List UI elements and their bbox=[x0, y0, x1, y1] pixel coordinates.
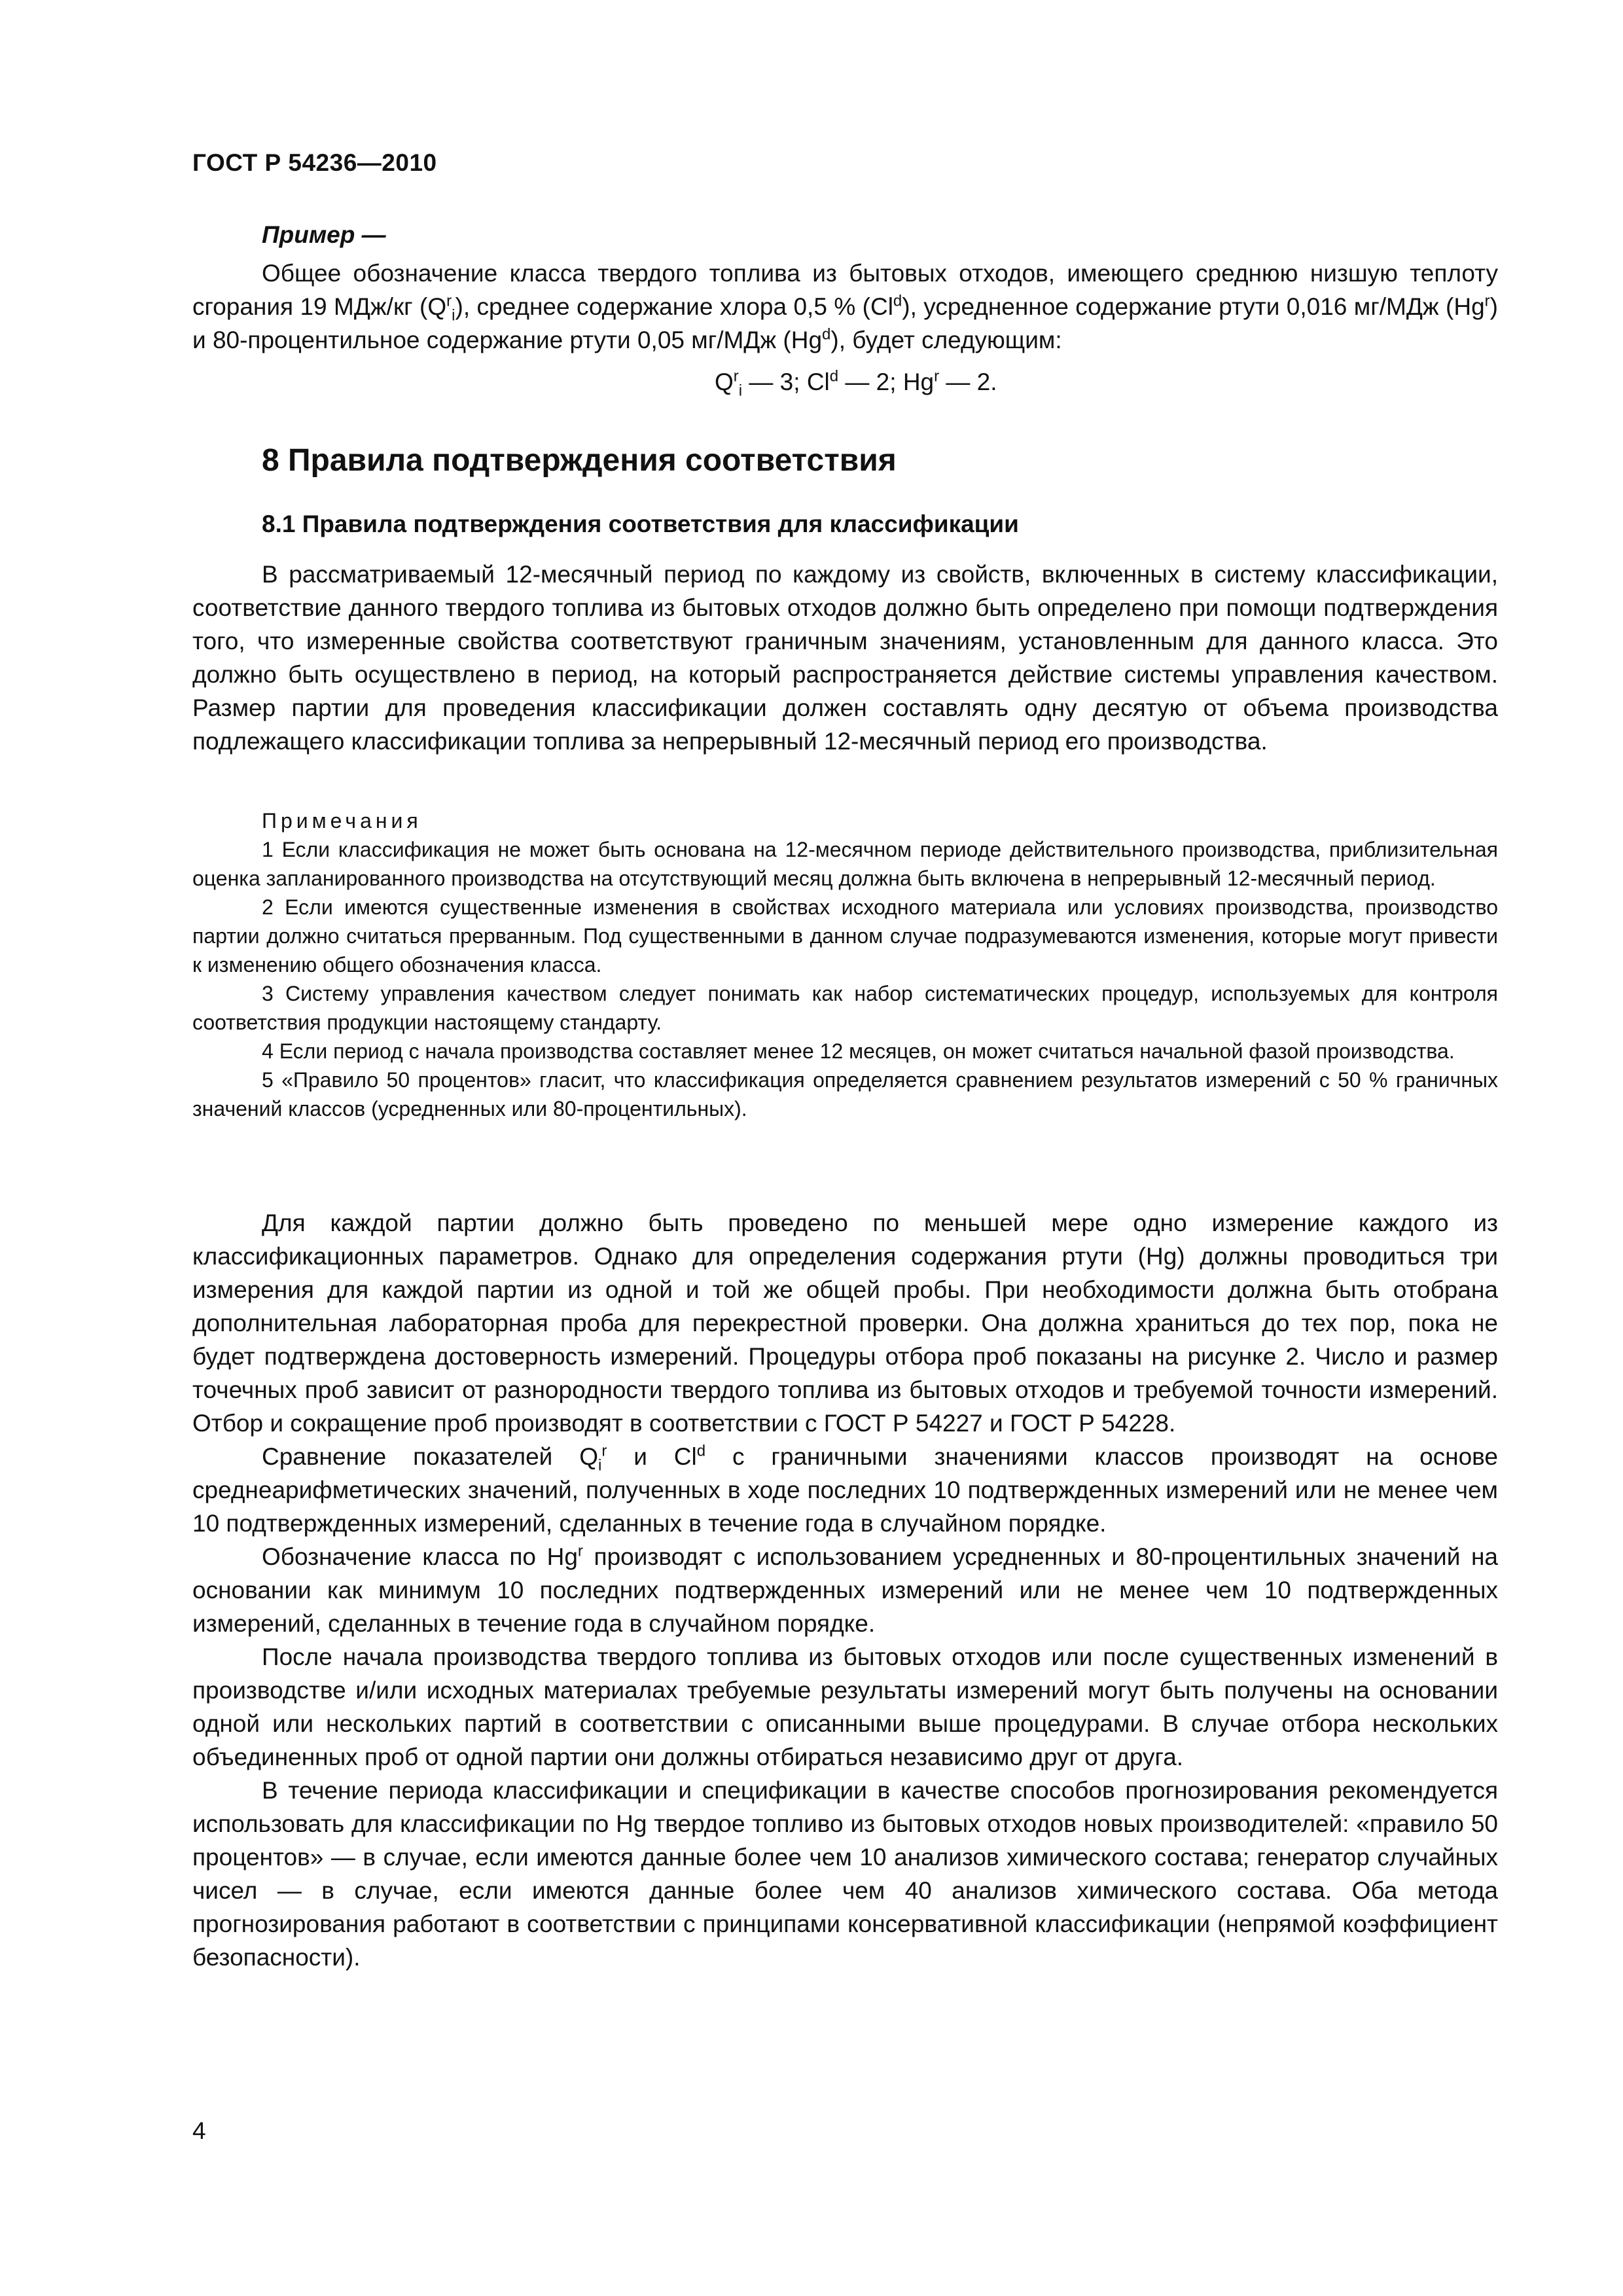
note-item: 3 Систему управления качеством следует понимать как набор систематических процедур, используемых для контроля соответствия продукции настоящему стандарту. bbox=[192, 982, 1498, 1034]
note-item: 1 Если классификация не может быть основана на 12-месячном периоде действительного производства, приблизительная оценка запланированного производства на отсутствующий месяц должна быть включена в непрерывный 12-месячный период. bbox=[192, 838, 1498, 890]
paragraph-classification: В рассматриваемый 12-месячный период по каждому из свойств, включенных в систему классификации, соответствие данного твердого топлива из бытовых отходов должно быть определено при помощи подтверждения того, что измеренные свойства соответствуют граничным значениям, установленным для данного класса. Это должно быть осуществлено в период, на который распространяется действие системы управления качеством. Размер партии для проведения классификации должен составлять одну десятую от объема производства подлежащего классификации топлива за непрерывный 12-месячный период его производства. bbox=[192, 561, 1498, 755]
notes-label: Примечания bbox=[262, 809, 422, 833]
notes-block bbox=[192, 806, 1498, 1123]
paragraph-measurements: Для каждой партии должно быть проведено по меньшей мере одно измерение каждого из классификационных параметров. Однако для определения содержания ртути (Hg) должны проводиться три измерения для каждой партии из одной и той же общей пробы. При необходимости должна быть отобрана дополнительная лабораторная проба для перекрестной проверки. Она должна храниться до тех пор, пока не будет подтверждена достоверность измерений. Процедуры отбора проб показаны на рисунке 2. Число и размер точечных проб зависит от разнородности твердого топлива из бытовых отходов и требуемой точности измерений. Отбор и сокращение проб производят в соответствии с ГОСТ Р 54227 и ГОСТ Р 54228. bbox=[192, 1210, 1498, 1437]
main-text bbox=[192, 1206, 1498, 1974]
subsection-title: 8.1 Правила подтверждения соответствия для классификации bbox=[262, 511, 1019, 537]
paragraph-hg-class: Обозначение класса по Hg$^r$ производят с использованием усредненных и 80-процентильных значений на основании как минимум 10 последних подтвержденных измерений или не менее чем 10 подтвержденных измерений, сделанных в течение года в случайном порядке. bbox=[192, 1542, 1498, 1637]
paragraph-comparison: Сравнение показателей $Q_i^r$ и Cl$^d$ с граничными значениями классов производят на основе среднеарифметических значений, полученных в ходе последних 10 подтвержденных измерений или не менее чем 10 подтвержденных измерений, сделанных в течение года в случайном порядке. bbox=[192, 1442, 1499, 1537]
paragraph-forecasting: В течение периода классификации и спецификации в качестве способов прогнозирования рекомендуется использовать для классификации по Hg твердое топливо из бытовых отходов новых производителей: «правило 50 процентов» — в случае, если имеются данные более чем 10 анализов химического состава; генератор случайных чисел — в случае, если имеются данные более чем 40 анализов химического состава. Оба метода прогнозирования работают в соответствии с принципами консервативной классификации (непрямой коэффициент безопасности). bbox=[192, 1777, 1498, 1971]
note-item: 5 «Правило 50 процентов» гласит, что классификация определяется сравнением результатов измерений с 50 % граничных значений классов (усредненных или 80-процентильных). bbox=[192, 1068, 1498, 1121]
page-number: 4 bbox=[192, 2117, 206, 2144]
example-text: Общее обозначение класса твердого топлива из бытовых отходов, имеющего среднюю низшую теплоту сгорания 19 МДж/кг $(Q^r_i)$, среднее содержание хлора 0,5 % (Cl$^d$), усредненное содержание ртути 0,016 мг/МДж (Hg$^r$) и 80-процентильное содержание ртути 0,05 мг/МДж (Hg$^d$), будет следующим: bbox=[192, 260, 1498, 353]
document-code: ГОСТ Р 54236—2010 bbox=[192, 149, 437, 176]
section-title: 8 Правила подтверждения соответствия bbox=[262, 443, 897, 478]
example-label: Пример — bbox=[262, 221, 386, 248]
paragraph-new-production: После начала производства твердого топлива из бытовых отходов или после существенных изменений в производстве и/или исходных материалах требуемые результаты измерений могут быть получены на основании одной или нескольких партий в соответствии с описанными выше процедурами. В случае отбора нескольких объединенных проб от одной партии они должны отбираться независимо друг от друга. bbox=[192, 1643, 1498, 1770]
note-item: 4 Если период с начала производства составляет менее 12 месяцев, он может считаться начальной фазой производства. bbox=[262, 1039, 1455, 1063]
note-item: 2 Если имеются существенные изменения в свойствах исходного материала или условиях производства, производство партии должно считаться прерванным. Под существенными в данном случае подразумеваются изменения, которые могут привести к изменению общего обозначения класса. bbox=[192, 895, 1498, 977]
class-formula: $Q^r_i$ — 3; Cl$^d$ — 2; Hg$^r$ — 2. bbox=[715, 367, 997, 400]
